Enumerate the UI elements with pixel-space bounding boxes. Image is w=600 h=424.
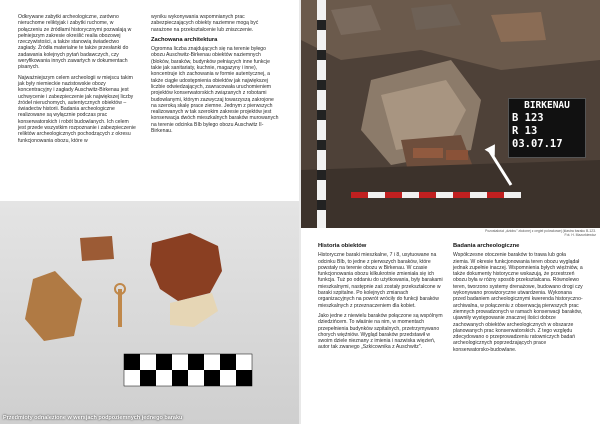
paragraph: Najważniejszym celem archeologii w miejscu takim jak były niemieckie nazistowskie obozy koncentracyjny i zagłady Auschwitz-Birkenau jest uchwycenie i zabezpieczenie jak największej liczby źródeł nieruchomych, autentycznych obiektów – świadectw historii. Badania archeologiczne realizowane są wyłącznie podczas prac konserwatorskich i robót budowlanych. Ich celem jest przede wszystkim rozpoznanie i zabezpieczenie reliktów archeologicznych pochodzących z okresu funkcjonowania obozu, które w bbox=[18, 74, 136, 144]
left-column-2 bbox=[151, 14, 279, 138]
paragraph: Odkrywane zabytki archeologiczne, zarówno nieruchome reliktyjak i zabytki ruchome, w połączeniu ze źródłami historycznymi pozwalają w pełniejszym zakresie określić realia obozowej rzeczywistości, a także stanowią świadectwo zagłady. Źródła materialne te także przesłanki do zadawania kolejnych pytań badawczych, czy weryfikowania innych zawartych w dokumentach pisanych. bbox=[18, 14, 132, 71]
paragraph: Współczesne otoczenie baraków to trawa lub goła ziemia. W okresie funkcjonowania teren obozu wyglądał jednak zupełnie inaczej. Wspomnienia byłych więźniów, a także dokumenty historyczne wskazują, że przestrzeń obozu była w różny sposób przekształcana. Równolewo teren, tworzono systemy drenażowe, budowano drogi czy wykonywano prowizoryczne utwardzenia. Wykonana przed badaniem archeologicznymi kwerenda historyczno-archiwalna, w połączeniu z obserwacją pierwszych prac ziemnych prowadzonych w ramach konserwacji baraków, ujawniły występowanie znacznej ilości dobrze zachowanych obiektów archeologicznych w obszarze planowanych prac konserwatorskich. Z tego względu zdecydowano o przeprowadzeniu ratowniczych badań archeologicznych poprzedzających prace konserwatorsko-budowlane. bbox=[453, 252, 583, 353]
site-label-board bbox=[508, 98, 586, 158]
left-column-1 bbox=[18, 14, 136, 148]
section-heading: Zachowana architektura bbox=[151, 36, 218, 43]
scale-bar bbox=[124, 354, 252, 386]
board-site: BIRKENAU bbox=[524, 100, 570, 111]
photo-caption: Przedmioty odnalezione w wersjach podpoziemnych jednego baraku bbox=[3, 415, 183, 421]
measuring-rod bbox=[317, 0, 326, 228]
paragraph: Ogromna liczba znajdujących się na terenie byłego obozu Auschwitz-Birkenau obiektów naziemnych (bloków, baraków, budynków pełniących inne funkcje takie jak sanitariaty, kuchnie, magazyny i inne), koncentruje ich zachowania w formie autentycznej, a także ciągłe udostępnienia obiektów jak największej liczbie odwiedzających, zawracowała uruchomieniem projektów konserwatorskich związanych z robotami budowlanymi, którym zazwyczaj towarzyszą zakrojone na szeroką skalę prace ziemne. Jednym z pierwszych realizowanych w tak szerokim zakresie projektów jest konserwacja dwóch mieszkalnych baraków murowanych na terenie odcinka BIb byłego obozu Auschwitz II-Birkenau. bbox=[151, 46, 279, 135]
board-date: 03.07.17 bbox=[512, 138, 563, 150]
paragraph: Jako jedne z niewielu baraków połączone są wspólnym dziedzińcem. To właśnie na nim, w momentach przepełnienia budynków szpitalnych, przetrzymywano chorych więźniów. Wygląd baraków przedstawił w swoim dziele nieznany z imienia i nazwiska więzień, autor tak zwanego „Szkicownika z Auschwitz". bbox=[318, 312, 443, 351]
right-column-2 bbox=[453, 243, 583, 357]
artifacts-photo bbox=[0, 201, 299, 424]
artifacts-illustration bbox=[0, 201, 299, 424]
paragraph: wyniku wykonywania wspomnianych prac zabezpieczających obiekty naziemne mogą być narażone na przekształcenie lub zniszczenie. bbox=[151, 14, 259, 33]
section-heading: Badania archeologiczne bbox=[453, 243, 520, 249]
board-row: R 13 bbox=[512, 125, 538, 137]
board-building: B 123 bbox=[512, 112, 544, 124]
right-column-1 bbox=[318, 243, 444, 355]
photo-caption-right bbox=[485, 229, 596, 237]
section-heading: Historia obiektów bbox=[318, 243, 367, 249]
caption-line: Pozostałości „dziobu" złożonej z cegieł polowkowej (klastra baraku B-123. bbox=[485, 229, 596, 233]
paragraph: Historyczne baraki mieszkalne, 7 i 8, usytuowane na odcinku BIb, to jedne z pierwszych baraków, które powstały na terenie obozu w Birkenau. W czasie funkcjonowania obozu kilkukrotnie zmieniała się ich funkcja. Tuż po oddaniu do użytkowania, były barakami mieszkalnymi, następnie zaś zostały przekształcone w baraki szpitalne. Po kolejnych zmianach organizacyjnych na powrót wróciły do funkcji baraków mieszkalnych z przeznaczeniem dla kobiet. bbox=[318, 252, 443, 309]
scale-stick bbox=[351, 192, 521, 198]
brick-fragment bbox=[80, 236, 114, 261]
caption-credit: Fot. H. Mazurkiewicz bbox=[564, 233, 596, 238]
